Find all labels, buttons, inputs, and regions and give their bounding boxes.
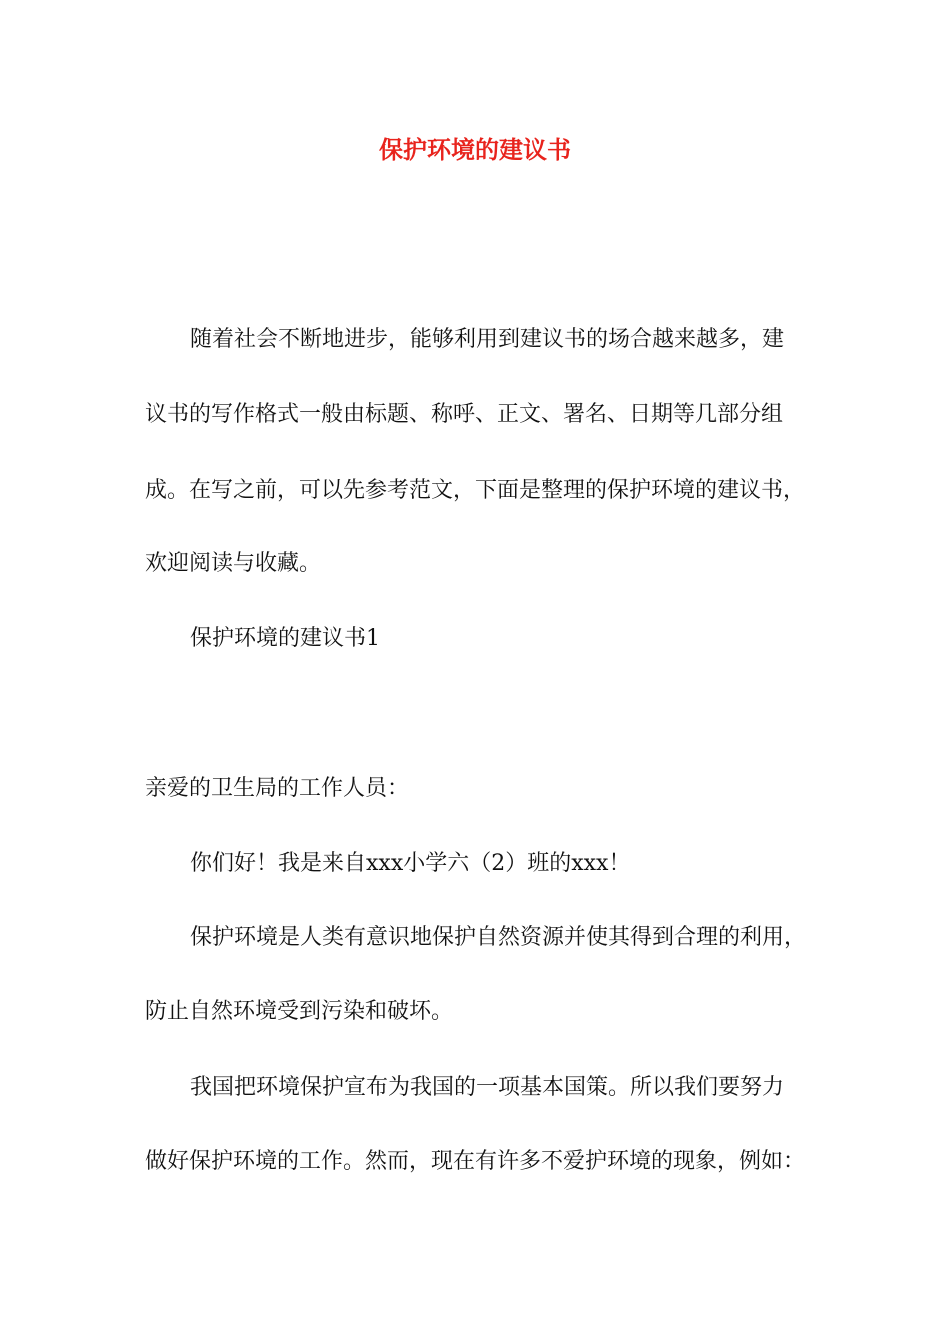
section-heading: 保护环境的建议书1 [190,626,380,651]
salutation: 亲爱的卫生局的工作人员： [145,776,410,801]
body-line: 保护环境是人类有意识地保护自然资源并使其得到合理的利用， [190,925,807,950]
body-line: 成。在写之前，可以先参考范文，下面是整理的保护环境的建议书， [145,478,806,503]
body-line: 随着社会不断地进步，能够利用到建议书的场合越来越多，建 [190,327,785,352]
body-line: 欢迎阅读与收藏。 [145,551,322,576]
body-line: 我国把环境保护宣布为我国的一项基本国策。所以我们要努力 [190,1075,785,1100]
body-line: 做好保护环境的工作。然而，现在有许多不爱护环境的现象，例如： [145,1149,806,1174]
greeting-line: 你们好！我是来自xxx小学六（2）班的xxx！ [190,851,631,876]
body-line: 议书的写作格式一般由标题、称呼、正文、署名、日期等几部分组 [145,402,784,427]
body-line: 防止自然环境受到污染和破坏。 [145,999,454,1024]
document-title: 保护环境的建议书 [379,135,571,164]
